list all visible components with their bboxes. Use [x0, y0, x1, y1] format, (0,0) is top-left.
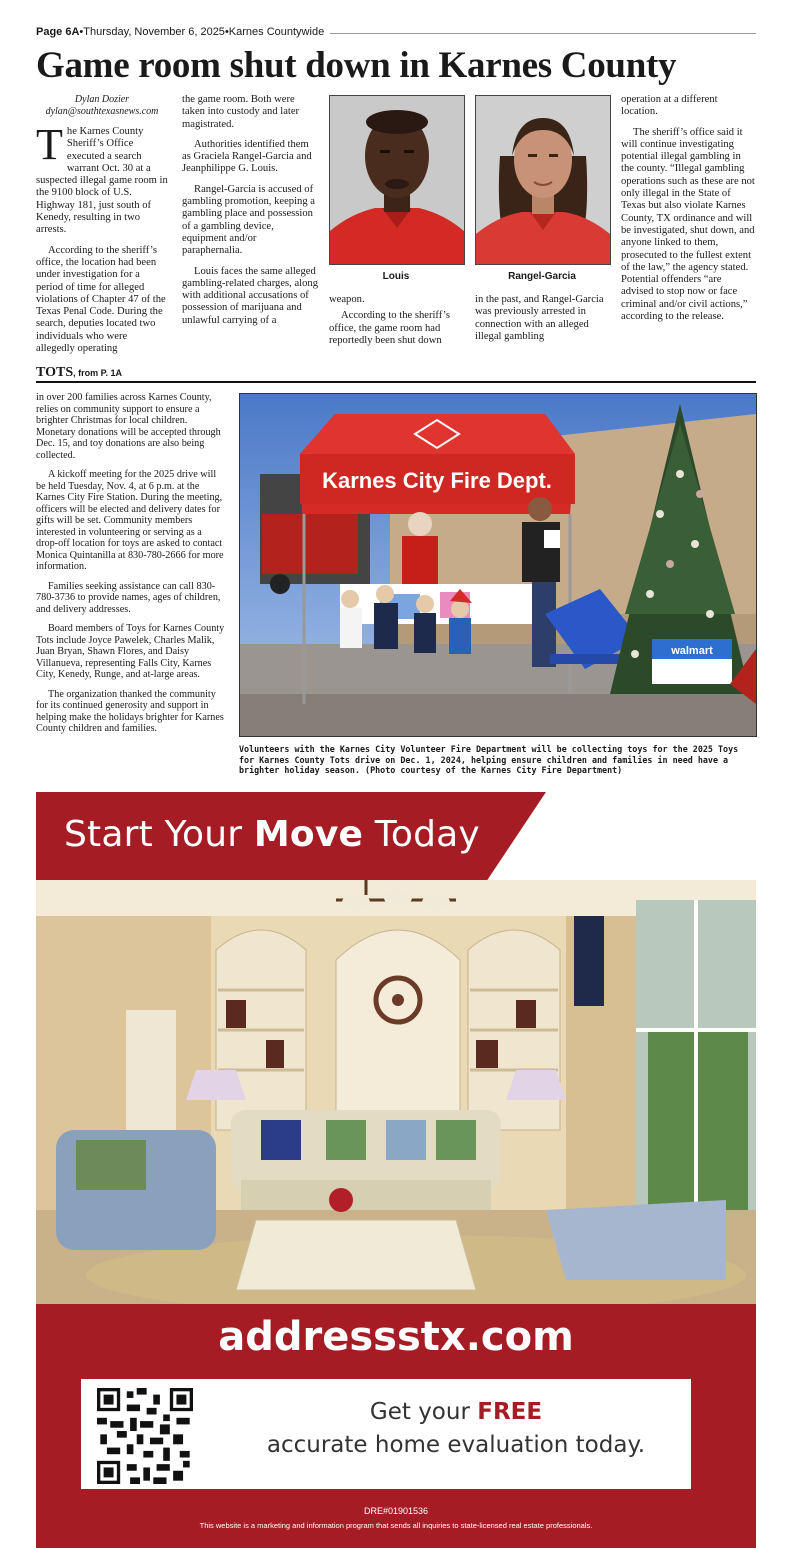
article-paragraph: Louis faces the same alleged gambling-related charges, along with additional accusations of possession of marijuana and unlawful carrying of a	[182, 265, 319, 326]
article-paragraph: in the past, and Rangel-Garcia was previously arrested in connection with an alleged illegal gambling	[475, 294, 604, 342]
tots-paragraph: The organization thanked the community for its continued generosity and support in helping make the holidays brighter for Karnes County children and families.	[36, 688, 224, 734]
article-paragraph: weapon.	[329, 294, 365, 305]
article-paragraph: Authorities identified them as Graciela Rangel-Garcia and Jeanphilippe G. Louis.	[182, 138, 312, 175]
article-column-3	[329, 294, 463, 355]
article-column-5	[621, 94, 756, 331]
ad-cta-line-1: Get your FREE	[369, 1399, 543, 1425]
tots-jump-from: , from P. 1A	[73, 368, 122, 378]
header-separator: •	[224, 26, 229, 38]
walmart-box-text: walmart	[671, 645, 713, 657]
page-header	[36, 24, 756, 40]
header-rule	[330, 33, 756, 34]
ad-disclaimer: This website is a marketing and information program that sends all inquiries to state-licensed real estate professionals.	[199, 1521, 593, 1530]
tots-paragraph: Families seeking assistance can call 830-780-3736 to provide names, ages of children, and delivery addresses.	[36, 580, 221, 615]
article-column-1	[36, 94, 168, 363]
byline	[36, 94, 168, 118]
section-name: Karnes Countywide	[228, 26, 325, 38]
tent-banner-text: Karnes City Fire Dept.	[322, 468, 552, 493]
drop-cap: T	[36, 120, 63, 169]
qr-code-icon[interactable]	[97, 1388, 193, 1484]
fire-dept-photo	[239, 393, 757, 737]
article-paragraph: the game room. Both were taken into custody and later magistrated.	[182, 94, 300, 130]
page-number: Page 6A	[36, 26, 80, 38]
ad-cta-box[interactable]	[81, 1379, 691, 1489]
real-estate-ad[interactable]	[36, 792, 756, 1548]
mugshot-rangel-garcia	[475, 95, 611, 265]
ad-license-number: DRE#01901536	[363, 1506, 429, 1516]
mugshot-caption: Rangel-Garcia	[508, 271, 576, 282]
article-paragraph: The sheriff’s office said it will continue investigating potential illegal gambling in the county. “Illegal gambling operations such as these are not only illegal in the State of Texas but also violate Karnes County, TX ordinance and will be investigated, shut down, and anyone linked to them, prosecuted to the fullest extent of the law,” the agency stated. Potential offenders “are advised to stop now or face criminal and/or civil actions,” according to the release.	[621, 126, 755, 323]
headline: Game room shut down in Karnes County	[36, 45, 677, 86]
article-paragraph: operation at a different location.	[621, 94, 718, 118]
ad-website-url[interactable]: addressstx.com	[218, 1314, 574, 1360]
tots-paragraph: in over 200 families across Karnes County, relies on community support to ensure a brighter Christmas for local children. Monetary donations will be accepted through Dec. 15, and toy donations are also being collected.	[36, 392, 221, 461]
author-name: Dylan Dozier	[74, 94, 130, 105]
article-column-4	[475, 294, 609, 351]
photo-caption: Volunteers with the Karnes City Volunteer Fire Department will be collecting toys for the 2025 Toys for Karnes County Tots drive on Dec. 1, 2024, helping ensure children and families in need have a brighter holiday season. (Photo courtesy of the Karnes City Fire Department)	[239, 744, 739, 775]
mugshot-caption: Louis	[382, 271, 410, 282]
article-paragraph: Rangel-Garcia is accused of gambling promotion, keeping a gambling place and possession of a gambling device, equipment and/or paraphernalia.	[182, 183, 315, 257]
ad-cta-line-2: accurate home evaluation today.	[266, 1432, 646, 1458]
header-separator: •	[79, 26, 84, 38]
tots-column	[36, 392, 226, 743]
article-paragraph: According to the sheriff’s office, the game room had reportedly been shut down	[329, 310, 450, 346]
mugshot-louis	[329, 95, 465, 265]
article-column-2	[182, 94, 318, 335]
issue-date: Thursday, November 6, 2025	[83, 26, 225, 38]
article-paragraph: According to the sheriff’s office, the location had been under investigation for a period of time for alleged violations of Chapter 47 of the Texas Penal Code. During the search, deputies located two individuals who were allegedly operating	[36, 244, 166, 355]
tots-paragraph: Board members of Toys for Karnes County Tots include Joyce Pawelek, Charles Malik, Juan Bryan, Shawn Flores, and Daisy Villanueva, representing Falls City, Karnes City, Kenedy, Runge, and at-large areas.	[36, 623, 225, 680]
ad-banner-headline: Start Your Move Today	[64, 814, 480, 855]
tots-jump-header	[36, 363, 756, 383]
tots-label: TOTS	[36, 365, 74, 380]
living-room-image	[36, 880, 756, 1304]
article-paragraph: The Karnes County Sheriff’s Office executed a search warrant Oct. 30 at a suspected illegal game room in the 9100 block of U.S. Highway 181, just south of Kenedy, resulting in two arrests.	[36, 120, 168, 236]
author-email[interactable]: dylan@southtexasnews.com	[45, 106, 159, 117]
tots-paragraph: A kickoff meeting for the 2025 drive will be held Tuesday, Nov. 4, at 6 p.m. at the Karnes City Fire Station. During the meeting, officers will be elected and delivery dates for gifts will be set. Community members interested in volunteering or serving as a drop-off location for toys are asked to contact Monica Quintanilla at 830-780-2666 for more information.	[36, 469, 224, 572]
